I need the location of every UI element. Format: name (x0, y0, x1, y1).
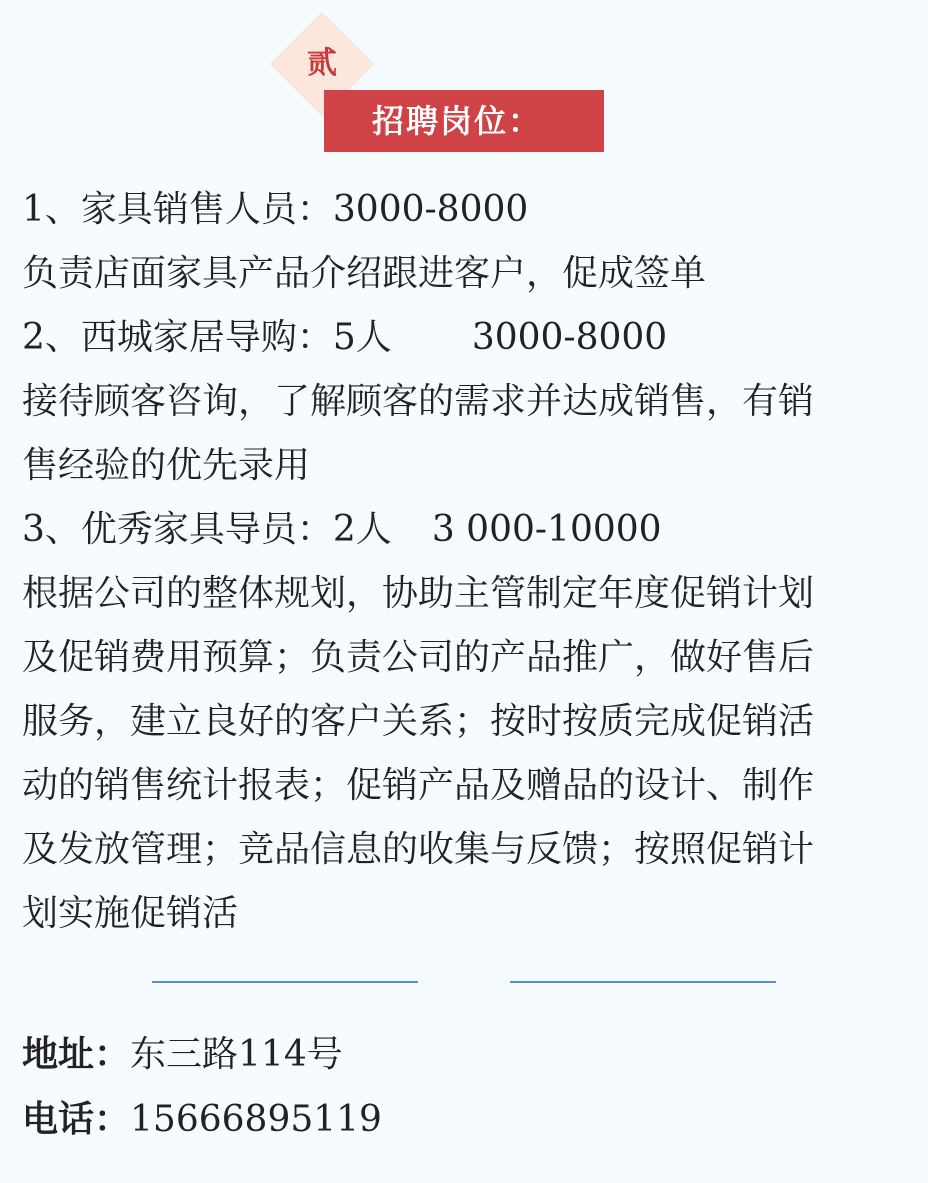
section-number-badge: 贰 (307, 46, 337, 81)
position-3-desc-line: 根据公司的整体规划，协助主管制定年度促销计划 (22, 573, 815, 614)
position-2-desc-line: 售经验的优先录用 (22, 445, 311, 486)
phone-line (22, 1087, 912, 1152)
address-line (22, 1022, 912, 1087)
job-listings (22, 178, 912, 946)
position-3-desc-line: 动的销售统计报表；促销产品及赠品的设计、制作 (22, 765, 815, 806)
position-3-desc-line: 及促销费用预算；负责公司的产品推广，做好售后 (22, 637, 815, 678)
position-3-salary: 3 000-10000 (431, 509, 662, 550)
contact-info (22, 1022, 912, 1152)
position-2-title (22, 306, 912, 370)
section-header (0, 0, 928, 160)
address-value: 东三路114号 (130, 1034, 343, 1075)
position-1-desc-line: 负责店面家具产品介绍跟进客户，促成签单 (22, 253, 707, 294)
position-2-name: 2、西城家居导购：5人 (22, 317, 392, 358)
address-label: 地址： (22, 1033, 131, 1075)
position-3-desc-line: 及发放管理；竞品信息的收集与反馈；按照促销计 (22, 829, 815, 870)
position-3-desc-line: 服务，建立良好的客户关系；按时按质完成促销活 (22, 701, 815, 742)
position-1-title: 1、家具销售人员：3000-8000 (22, 189, 529, 230)
position-3-desc-line: 划实施促销活 (22, 893, 239, 934)
phone-label: 电话： (22, 1098, 131, 1140)
section-title: 招聘岗位： (324, 90, 604, 152)
position-2-desc-line: 接待顾客咨询，了解顾客的需求并达成销售，有销 (22, 381, 815, 422)
divider-right (510, 981, 776, 983)
position-3-name: 3、优秀家具导员：2人 (22, 509, 392, 550)
divider-left (152, 981, 418, 983)
position-3-title (22, 498, 912, 562)
phone-value: 15666895119 (130, 1099, 382, 1140)
position-2-salary: 3000-8000 (471, 317, 668, 358)
